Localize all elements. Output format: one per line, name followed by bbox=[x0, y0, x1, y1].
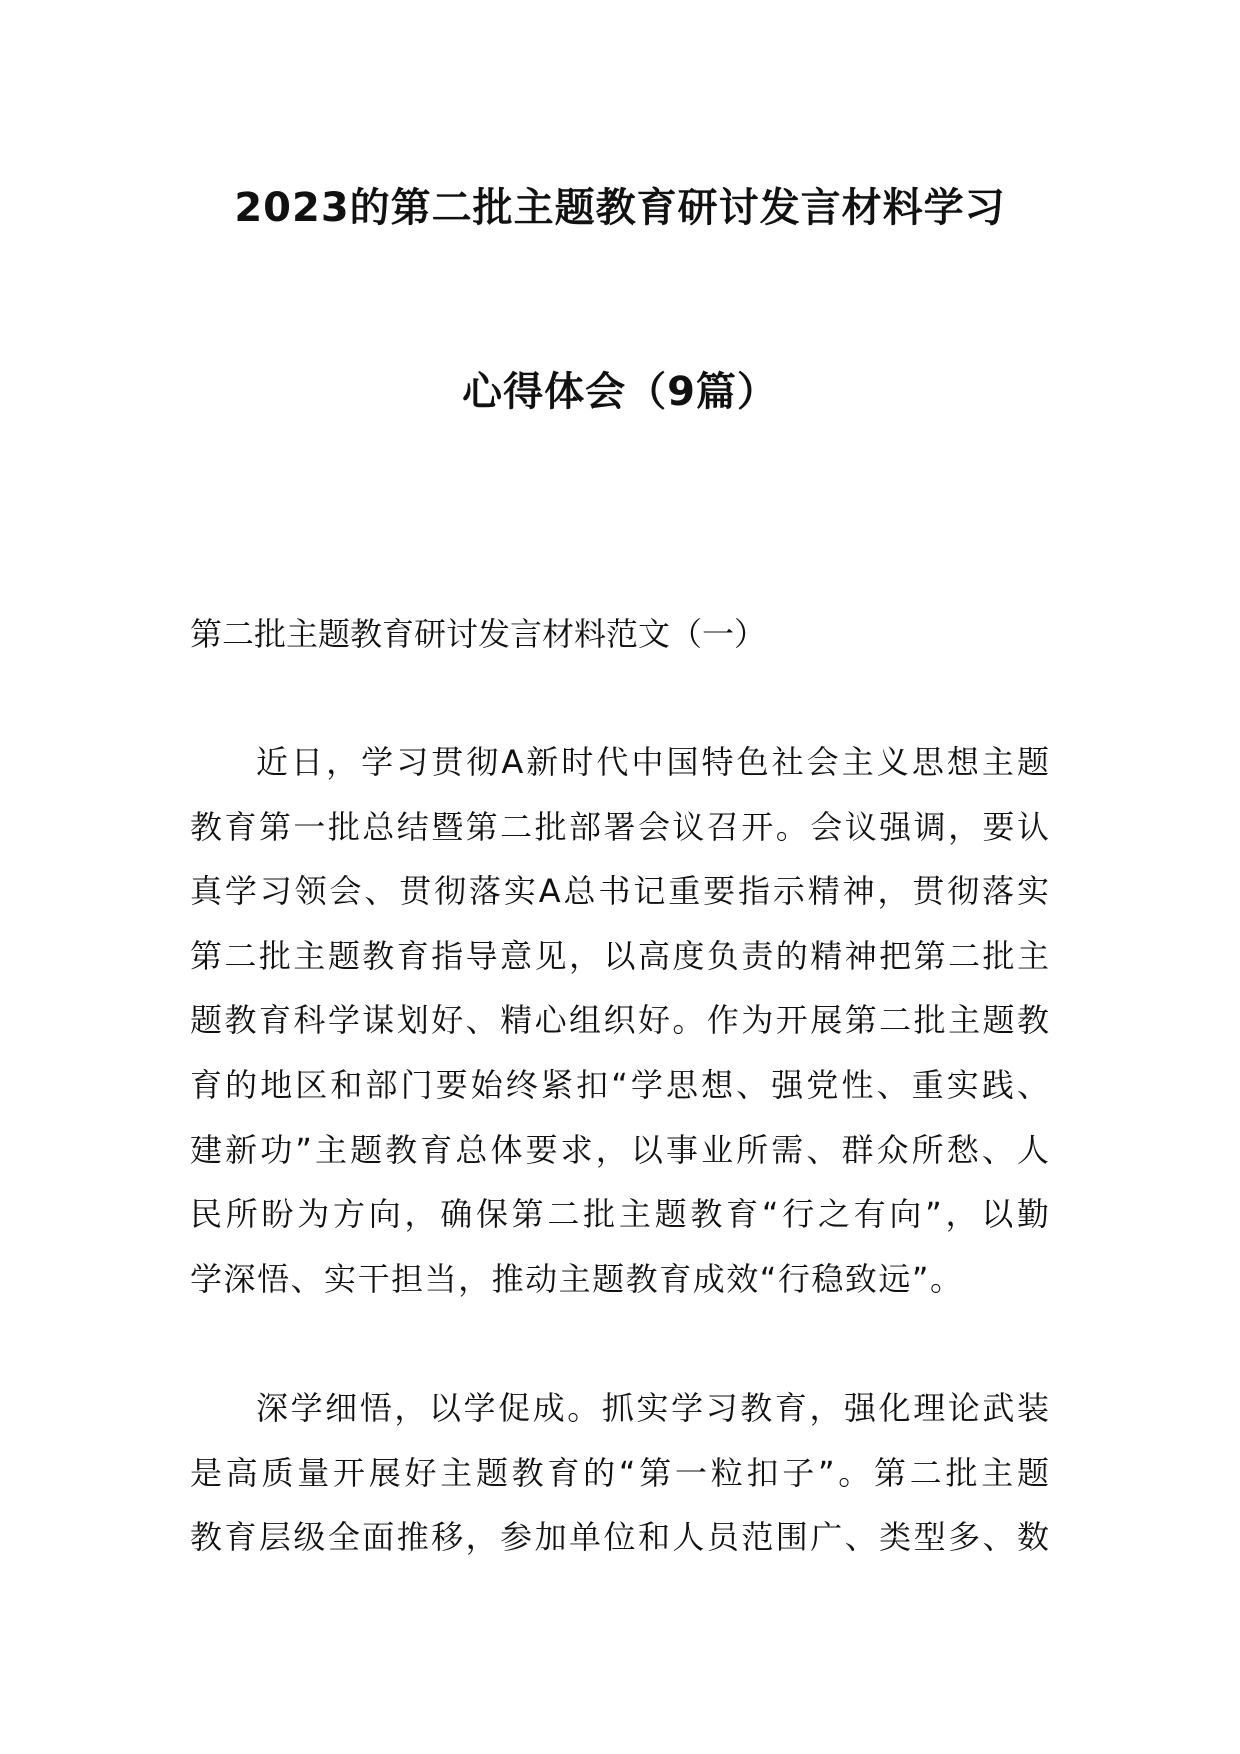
document-title-line-2: 心得体会（9篇） bbox=[462, 369, 778, 415]
paragraph-1-line: 学深悟、实干担当，推动主题教育成效“行稳致远”。 bbox=[190, 1260, 962, 1298]
paragraph-1-line: 育的地区和部门要始终紧扣“学思想、强党性、重实践、 bbox=[190, 1066, 1049, 1104]
paragraph-1-line: 题教育科学谋划好、精心组织好。作为开展第二批主题教 bbox=[190, 1001, 1049, 1039]
paragraph-2-line: 深学细悟，以学促成。抓实学习教育，强化理论武装 bbox=[256, 1389, 1049, 1427]
section-heading: 第二批主题教育研讨发言材料范文（一） bbox=[190, 615, 767, 653]
document-title-line-1: 2023的第二批主题教育研讨发言材料学习 bbox=[234, 185, 1006, 231]
paragraph-2-line: 教育层级全面推移，参加单位和人员范围广、类型多、数 bbox=[190, 1518, 1049, 1556]
paragraph-1-line: 教育第一批总结暨第二批部署会议召开。会议强调，要认 bbox=[190, 808, 1049, 846]
paragraph-1-line: 真学习领会、贯彻落实A总书记重要指示精神，贯彻落实 bbox=[190, 872, 1049, 910]
paragraph-2-line: 是高质量开展好主题教育的“第一粒扣子”。第二批主题 bbox=[190, 1454, 1049, 1492]
paragraph-1-line: 民所盼为方向，确保第二批主题教育“行之有向”，以勤 bbox=[190, 1195, 1049, 1233]
paragraph-1-line: 建新功”主题教育总体要求，以事业所需、群众所愁、人 bbox=[190, 1131, 1049, 1169]
paragraph-1-line: 近日，学习贯彻A新时代中国特色社会主义思想主题 bbox=[256, 743, 1049, 781]
paragraph-1-line: 第二批主题教育指导意见，以高度负责的精神把第二批主 bbox=[190, 937, 1049, 975]
